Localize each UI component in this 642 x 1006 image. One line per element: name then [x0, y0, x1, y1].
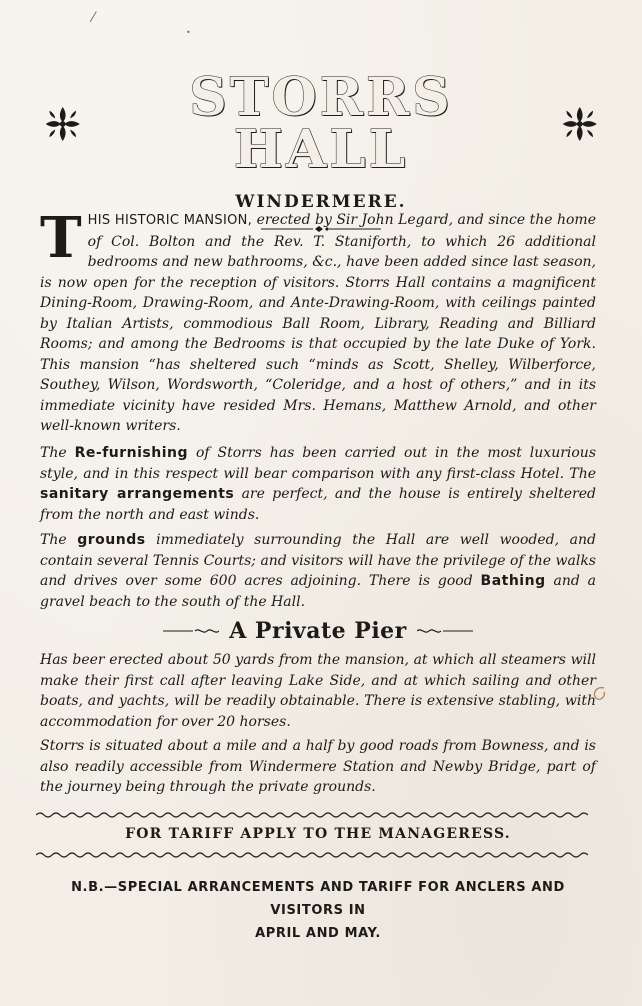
- intro-text: erected by Sir John Legard, and since the home of Col. Bolton and the Rev. T. Staniforth, to which 26 additional bedrooms and new bathrooms, &c., have been added since last season, is now open for the reception of visitors. Storrs Hall contains a magnificent Dining-Room, Drawing-Room, and Ante-Drawing-Room, with ceilings painted by Italian Artists, commodious Ball Room, Library, Reading and Billiard Rooms; and among the Bedrooms is that occupied by the late Duke of York. This mansion “has sheltered such “minds as Scott, Shelley, Wilberforce, Southey, Wilson, Wordsworth, “Coleridge, and a host of others,” and in its immediate vicinity have resided Mrs. Hemans, Matthew Arnold, and other well-known writers.: [40, 212, 596, 434]
- ink-dot: •: [186, 28, 191, 37]
- pencil-circle-mark: [590, 684, 610, 704]
- emphasis-sanitary: sanitary arrangements: [40, 486, 235, 502]
- flourish-right-icon: [417, 626, 473, 636]
- pier-text: Has beer erected about 50 yards from the mansion, at which all steamers will make their first call after leaving Lake Side, and at which sailing and other boats, and yachts, will be readily obtainable. There is extensive stabling, with accommodation for over 20 horses.: [40, 652, 596, 730]
- emphasis-bathing: Bathing: [480, 573, 546, 589]
- wavy-rule-top: [36, 810, 588, 820]
- refurnishing-paragraph: [40, 443, 596, 525]
- intro-lead: HIS HISTORIC MANSION,: [87, 213, 253, 228]
- location-text: Storrs is situated about a mile and a half by good roads from Bowness, and is also readily accessible from Windermere Station and Newby Bridge, part of the journey being through the private grounds.: [40, 738, 596, 795]
- pier-section-heading: [40, 618, 596, 644]
- tariff-notice: FOR TARIFF APPLY TO THE MANAGERESS.: [125, 826, 511, 842]
- text-segment: are perfect, and the house is entirely sheltered from the north and east winds.: [40, 486, 596, 523]
- nb-line-1: N.B.—SPECIAL ARRANCEMENTS AND TARIFF FOR ANCLERS AND VISITORS IN: [71, 880, 565, 918]
- intro-paragraph: [40, 205, 596, 437]
- location-paragraph: [40, 736, 596, 798]
- page-subtitle: WINDERMERE.: [235, 192, 407, 212]
- emphasis-grounds: grounds: [77, 532, 146, 548]
- nb-line-2: APRIL AND MAY.: [255, 926, 381, 941]
- title-row: [40, 67, 602, 180]
- pier-paragraph: [40, 650, 596, 732]
- floral-ornament-icon: [40, 100, 85, 148]
- floral-ornament-icon: [557, 100, 602, 148]
- text-segment: The: [40, 532, 78, 548]
- emphasis-refurnishing: Re-furnishing: [74, 445, 189, 461]
- text-segment: The: [40, 445, 75, 461]
- drop-cap: T: [40, 205, 82, 271]
- text-segment: immediately surrounding the Hall are well wooded, and contain several Tennis Courts; and visitors will have the privilege of the walks and drives over some 600 acres adjoining. There is good: [40, 532, 596, 589]
- pencil-mark: ⁄: [92, 10, 95, 26]
- grounds-paragraph: [40, 530, 596, 612]
- page-title: STORRS HALL: [189, 67, 453, 180]
- wavy-rule-bottom: [36, 850, 588, 860]
- flourish-left-icon: [163, 626, 219, 636]
- pier-heading: A Private Pier: [229, 618, 407, 644]
- nb-notice: [40, 876, 596, 945]
- text-segment: and a gravel beach to the south of the Hall.: [40, 573, 596, 610]
- text-segment: of Storrs has been carried out in the most luxurious style, and in this respect will bear comparison with any first-class Hotel. The: [40, 445, 597, 482]
